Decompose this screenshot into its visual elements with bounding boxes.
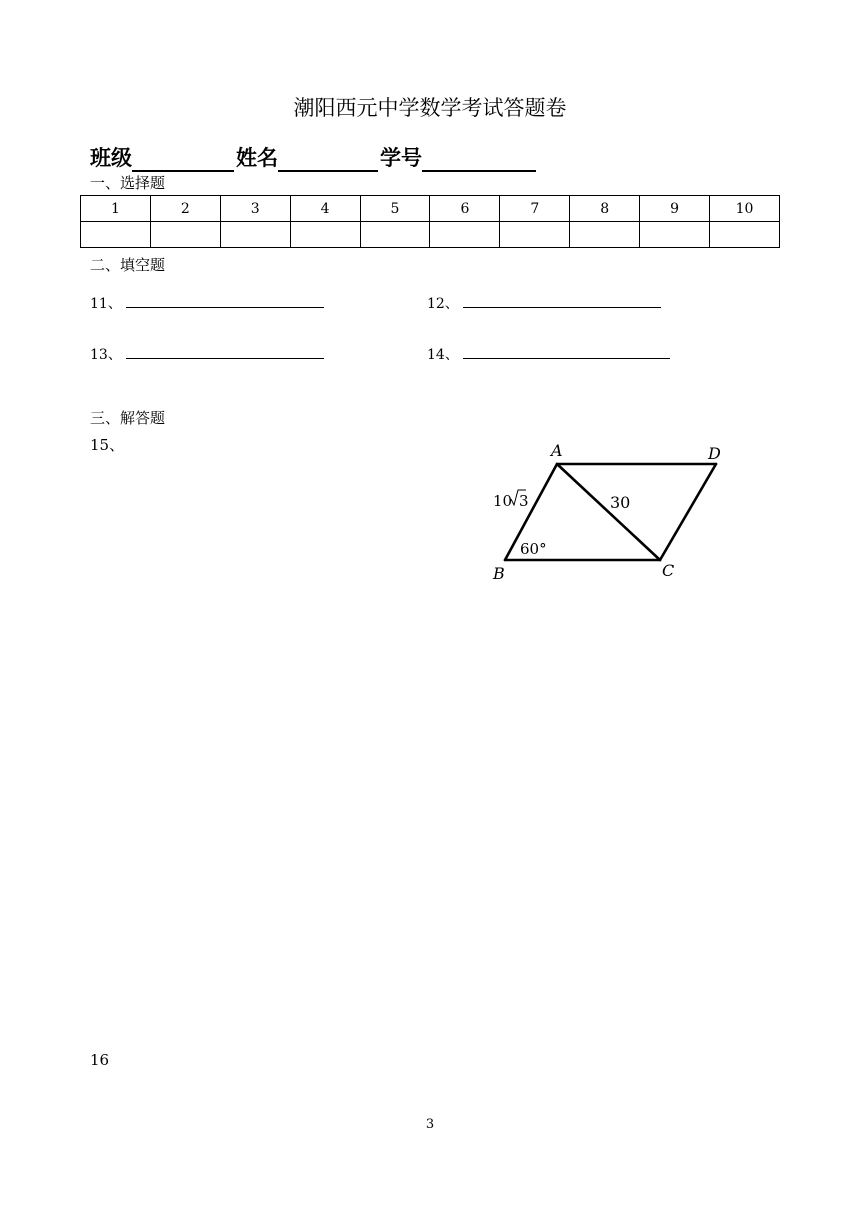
question-number-cell: 4 bbox=[290, 196, 360, 222]
vertex-b-label: B bbox=[493, 564, 505, 583]
question-number-cell: 8 bbox=[570, 196, 640, 222]
answer-row bbox=[81, 222, 780, 248]
fill-item-label: 11、 bbox=[90, 296, 122, 312]
fill-item-label: 13、 bbox=[90, 347, 122, 363]
question-number-cell: 3 bbox=[220, 196, 290, 222]
question-15-label: 15、 bbox=[90, 436, 125, 454]
student-id-blank[interactable] bbox=[422, 148, 536, 172]
section-choice-heading: 一、选择题 bbox=[90, 174, 166, 192]
fill-item-label: 14、 bbox=[427, 347, 459, 363]
answer-cell[interactable] bbox=[640, 222, 710, 248]
angle-b-label: 60° bbox=[520, 540, 547, 558]
vertex-a-label: A bbox=[551, 441, 563, 460]
fill-blank[interactable] bbox=[463, 344, 670, 359]
fill-item-11 bbox=[90, 293, 324, 313]
vertex-c-label: C bbox=[662, 561, 675, 580]
question-number-cell: 6 bbox=[430, 196, 500, 222]
answer-cell[interactable] bbox=[500, 222, 570, 248]
parallelogram-figure bbox=[480, 436, 740, 586]
answer-cell[interactable] bbox=[150, 222, 220, 248]
fill-item-12 bbox=[427, 293, 661, 313]
fill-item-13 bbox=[90, 344, 324, 364]
question-number-cell: 7 bbox=[500, 196, 570, 222]
page-title: 潮阳西元中学数学考试答题卷 bbox=[293, 96, 567, 120]
class-label: 班级 bbox=[90, 146, 132, 170]
side-ab-coefficient: 10 bbox=[493, 492, 513, 510]
fill-item-14 bbox=[427, 344, 670, 364]
choice-answer-table bbox=[80, 195, 780, 248]
fill-item-label: 12、 bbox=[427, 296, 459, 312]
fill-blank[interactable] bbox=[126, 344, 324, 359]
name-blank[interactable] bbox=[278, 148, 378, 172]
answer-cell[interactable] bbox=[220, 222, 290, 248]
answer-cell[interactable] bbox=[430, 222, 500, 248]
name-label: 姓名 bbox=[236, 146, 278, 170]
fill-blank[interactable] bbox=[126, 293, 324, 308]
question-number-cell: 5 bbox=[360, 196, 430, 222]
answer-cell[interactable] bbox=[570, 222, 640, 248]
question-number-cell: 9 bbox=[640, 196, 710, 222]
answer-cell[interactable] bbox=[81, 222, 151, 248]
side-ab-radicand: 3 bbox=[519, 492, 529, 510]
diagonal-ac-length: 30 bbox=[610, 493, 631, 512]
question-number-cell: 1 bbox=[81, 196, 151, 222]
question-number-row bbox=[81, 196, 780, 222]
answer-cell[interactable] bbox=[710, 222, 780, 248]
vertex-d-label: D bbox=[708, 444, 721, 463]
class-blank[interactable] bbox=[132, 148, 234, 172]
section-solution-heading: 三、解答题 bbox=[90, 409, 166, 427]
answer-cell[interactable] bbox=[290, 222, 360, 248]
student-info-row bbox=[90, 142, 538, 172]
question-number-cell: 2 bbox=[150, 196, 220, 222]
answer-cell[interactable] bbox=[360, 222, 430, 248]
question-16-label: 16 bbox=[90, 1051, 110, 1069]
section-fill-heading: 二、填空题 bbox=[90, 256, 166, 274]
page-number: 3 bbox=[425, 1117, 435, 1132]
side-dc bbox=[660, 464, 716, 560]
question-number-cell: 10 bbox=[710, 196, 780, 222]
diagonal-ac bbox=[557, 464, 660, 560]
fill-blank[interactable] bbox=[463, 293, 661, 308]
student-id-label: 学号 bbox=[380, 146, 422, 170]
